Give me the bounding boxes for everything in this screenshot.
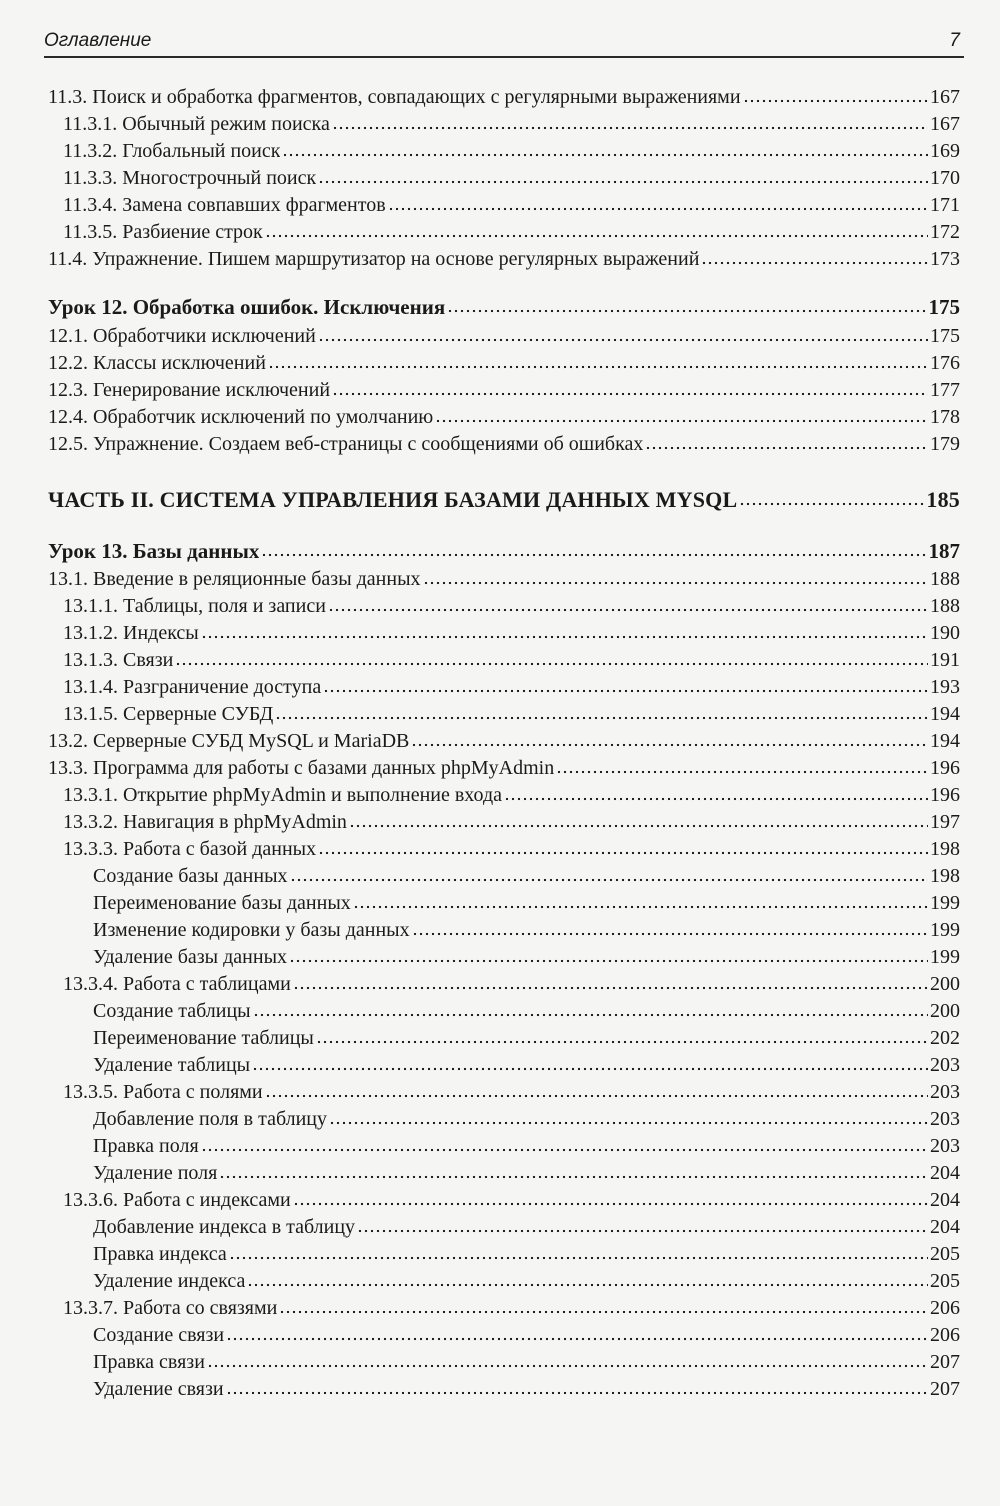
dot-leader (226, 1336, 928, 1342)
toc-entry (63, 807, 960, 834)
toc-entry-page: 197 (930, 811, 960, 833)
toc-entry (48, 429, 960, 456)
toc-entry-title: 11.4. Упражнение. Пишем маршрутизатор на основе регулярных выражений (48, 248, 700, 270)
toc-entry (93, 861, 960, 888)
toc-entry (48, 726, 960, 753)
toc-entry-page: 196 (930, 784, 960, 806)
toc-entry (93, 1347, 960, 1374)
dot-leader (743, 98, 928, 104)
toc-entry (93, 1050, 960, 1077)
running-header (44, 30, 964, 58)
toc-entry (93, 1320, 960, 1347)
toc-entry (63, 1293, 960, 1320)
toc-entry-title: 13.3.2. Навигация в phpMyAdmin (63, 811, 347, 833)
toc-entry-title: Изменение кодировки у базы данных (93, 919, 410, 941)
toc-entry-page: 204 (930, 1216, 960, 1238)
toc-entry-page: 199 (930, 892, 960, 914)
toc-entry-title: Создание связи (93, 1324, 225, 1346)
toc-entry-page: 167 (930, 86, 960, 108)
toc-entry-title: 12.1. Обработчики исключений (48, 325, 316, 347)
toc-entry-page: 206 (930, 1324, 960, 1346)
toc-entry (63, 969, 960, 996)
dot-leader (289, 958, 928, 964)
toc-entry-page: 200 (930, 973, 960, 995)
toc-entry-title: 13.3.4. Работа с таблицами (63, 973, 291, 995)
dot-leader (253, 1012, 928, 1018)
toc-entry-title: Создание базы данных (93, 865, 288, 887)
toc-entry-title: Правка связи (93, 1351, 205, 1373)
dot-leader (261, 552, 926, 558)
dot-leader (349, 823, 928, 829)
toc-entry-page: 194 (930, 703, 960, 725)
toc-entry (48, 348, 960, 375)
toc-entry (63, 591, 960, 618)
toc-entry-title: 13.1.3. Связи (63, 649, 174, 671)
toc-entry (93, 915, 960, 942)
dot-leader (293, 985, 928, 991)
dot-leader (316, 1039, 928, 1045)
toc-entry (48, 753, 960, 780)
dot-leader (247, 1282, 928, 1288)
toc-entry-title: 13.1.1. Таблицы, поля и записи (63, 595, 326, 617)
toc-entry-title: Добавление поля в таблицу (93, 1108, 328, 1130)
dot-leader (332, 391, 928, 397)
toc-entry-title: 12.4. Обработчик исключений по умолчанию (48, 406, 434, 428)
dot-leader (252, 1066, 928, 1072)
toc-entry-title: Удаление связи (93, 1378, 224, 1400)
toc-entry-title: 13.3.3. Работа с базой данных (63, 838, 317, 860)
toc-entry-title: Добавление индекса в таблицу (93, 1216, 356, 1238)
toc-entry (63, 780, 960, 807)
toc-entry-title: Правка поля (93, 1135, 199, 1157)
toc-lesson-heading (48, 536, 960, 563)
toc-entry-title: 13.3.5. Работа с полями (63, 1081, 263, 1103)
toc-entry (93, 1266, 960, 1293)
toc-entry-title: 13.1.5. Серверные СУБД (63, 703, 274, 725)
dot-leader (504, 796, 928, 802)
toc-entry-title: 13.3.6. Работа с индексами (63, 1189, 291, 1211)
dot-leader (323, 688, 928, 694)
toc-entry-title: 11.3. Поиск и обработка фрагментов, совпадающих с регулярными выражениями (48, 86, 741, 108)
dot-leader (329, 1120, 928, 1126)
toc-entry-page: 203 (930, 1081, 960, 1103)
toc-entry-page: 175 (930, 325, 960, 347)
toc-entry-title: Переименование таблицы (93, 1027, 314, 1049)
toc-entry-title: 12.5. Упражнение. Создаем веб-страницы с сообщениями об ошибках (48, 433, 644, 455)
toc-entry-page: 172 (930, 221, 960, 243)
toc-entry-title: 11.3.1. Обычный режим поиска (63, 113, 330, 135)
toc-entry-page: 207 (930, 1351, 960, 1373)
dot-leader (357, 1228, 928, 1234)
dot-leader (447, 308, 926, 314)
toc-entry-page: 179 (930, 433, 960, 455)
dot-leader (435, 418, 928, 424)
dot-leader (353, 904, 928, 910)
toc-entry-title: 13.2. Серверные СУБД MySQL и MariaDB (48, 730, 410, 752)
toc-entry-title: 13.3. Программа для работы с базами данных phpMyAdmin (48, 757, 555, 779)
toc-entry-page: 169 (930, 140, 960, 162)
dot-leader (739, 501, 924, 507)
toc-entry-page: 194 (930, 730, 960, 752)
toc-entry-page: 187 (928, 539, 960, 563)
dot-leader (645, 445, 928, 451)
toc-entry-page: 199 (930, 946, 960, 968)
toc-entry-page: 170 (930, 167, 960, 189)
toc-entry (48, 402, 960, 429)
toc-entry (48, 321, 960, 348)
toc-entry-title: 13.1. Введение в реляционные базы данных (48, 568, 421, 590)
toc-entry (63, 645, 960, 672)
dot-leader (201, 1147, 928, 1153)
toc-entry-title: 12.3. Генерирование исключений (48, 379, 331, 401)
toc-entry (93, 942, 960, 969)
toc-entry (63, 217, 960, 244)
toc-entry-page: 207 (930, 1378, 960, 1400)
toc-entry (93, 1023, 960, 1050)
toc-entry (63, 190, 960, 217)
toc-entry (63, 834, 960, 861)
toc-entry-title: 12.2. Классы исключений (48, 352, 266, 374)
toc-entry (63, 618, 960, 645)
toc-entry (93, 1131, 960, 1158)
toc-entry (93, 1158, 960, 1185)
toc-entry (93, 1374, 960, 1401)
toc-entry-page: 190 (930, 622, 960, 644)
dot-leader (411, 742, 928, 748)
toc-lesson-heading (48, 292, 960, 319)
toc-entry-page: 202 (930, 1027, 960, 1049)
toc-entry-page: 198 (930, 838, 960, 860)
dot-leader (268, 364, 928, 370)
dot-leader (219, 1174, 928, 1180)
toc-entry (63, 1185, 960, 1212)
dot-leader (290, 877, 928, 883)
dot-leader (265, 233, 928, 239)
toc-entry-title: Удаление индекса (93, 1270, 246, 1292)
dot-leader (318, 179, 928, 185)
toc-entry-title: 13.1.4. Разграничение доступа (63, 676, 322, 698)
toc-entry-title: 11.3.2. Глобальный поиск (63, 140, 281, 162)
toc-entry-page: 177 (930, 379, 960, 401)
dot-leader (318, 850, 928, 856)
dot-leader (423, 580, 928, 586)
toc-entry-page: 188 (930, 568, 960, 590)
toc-entry-page: 191 (930, 649, 960, 671)
dot-leader (318, 337, 928, 343)
toc-entry-title: Переименование базы данных (93, 892, 351, 914)
page-number: 7 (949, 30, 960, 51)
toc-entry (93, 888, 960, 915)
toc-entry-page: 205 (930, 1243, 960, 1265)
toc-entry-title: 11.3.5. Разбиение строк (63, 221, 263, 243)
dot-leader (293, 1201, 928, 1207)
toc-entry-title: 13.3.1. Открытие phpMyAdmin и выполнение входа (63, 784, 503, 806)
toc-entry (63, 136, 960, 163)
dot-leader (412, 931, 928, 937)
dot-leader (388, 206, 928, 212)
toc-entry (63, 163, 960, 190)
toc-entry (63, 1077, 960, 1104)
toc-entry-page: 167 (930, 113, 960, 135)
toc-entry-page: 173 (930, 248, 960, 270)
toc-entry-page: 200 (930, 1000, 960, 1022)
toc-entry (48, 244, 960, 271)
toc-entry-page: 206 (930, 1297, 960, 1319)
dot-leader (701, 260, 928, 266)
toc-entry-page: 204 (930, 1162, 960, 1184)
toc-entry (48, 375, 960, 402)
toc-entry-title: 13.3.7. Работа со связями (63, 1297, 278, 1319)
toc-entry-title: Создание таблицы (93, 1000, 251, 1022)
toc-part-heading (48, 485, 960, 512)
header-title: Оглавление (44, 30, 152, 51)
toc-entry-title: 11.3.3. Многострочный поиск (63, 167, 317, 189)
toc-entry-page: 193 (930, 676, 960, 698)
toc-entry-page: 203 (930, 1054, 960, 1076)
toc-entry (93, 1104, 960, 1131)
toc-entry-page: 188 (930, 595, 960, 617)
toc-entry-page: 175 (928, 295, 960, 319)
toc-entry-title: Удаление поля (93, 1162, 218, 1184)
toc-entry (63, 672, 960, 699)
toc-entry-page: 196 (930, 757, 960, 779)
toc-entry-page: 178 (930, 406, 960, 428)
toc-entry-page: 203 (930, 1108, 960, 1130)
dot-leader (226, 1390, 928, 1396)
toc-entry-page: 176 (930, 352, 960, 374)
dot-leader (275, 715, 928, 721)
dot-leader (229, 1255, 928, 1261)
dot-leader (332, 125, 928, 131)
toc-entry (63, 109, 960, 136)
toc-entry-page: 198 (930, 865, 960, 887)
toc-entry (93, 996, 960, 1023)
toc-entry-title: Правка индекса (93, 1243, 227, 1265)
toc-entry-title: 11.3.4. Замена совпавших фрагментов (63, 194, 386, 216)
toc-entry-title: Урок 12. Обработка ошибок. Исключения (48, 295, 446, 319)
toc-entry (93, 1212, 960, 1239)
dot-leader (282, 152, 928, 158)
toc-entry-title: 13.1.2. Индексы (63, 622, 199, 644)
toc-entry (48, 82, 960, 109)
toc-entry-page: 199 (930, 919, 960, 941)
dot-leader (556, 769, 928, 775)
toc-entry-page: 185 (926, 487, 960, 512)
dot-leader (175, 661, 928, 667)
toc-entry (63, 699, 960, 726)
toc-entry-title: Удаление таблицы (93, 1054, 251, 1076)
toc-entry-title: Удаление базы данных (93, 946, 288, 968)
toc-entry-page: 205 (930, 1270, 960, 1292)
dot-leader (265, 1093, 928, 1099)
dot-leader (201, 634, 928, 640)
toc-entry-page: 171 (930, 194, 960, 216)
toc-entry-page: 204 (930, 1189, 960, 1211)
dot-leader (279, 1309, 928, 1315)
toc-entry-title: ЧАСТЬ II. СИСТЕМА УПРАВЛЕНИЯ БАЗАМИ ДАННЫХ MYSQL (48, 488, 738, 512)
dot-leader (207, 1363, 928, 1369)
toc-entry (93, 1239, 960, 1266)
toc-entry (48, 564, 960, 591)
toc-entry-page: 203 (930, 1135, 960, 1157)
dot-leader (328, 607, 928, 613)
toc-entry-title: Урок 13. Базы данных (48, 539, 260, 563)
